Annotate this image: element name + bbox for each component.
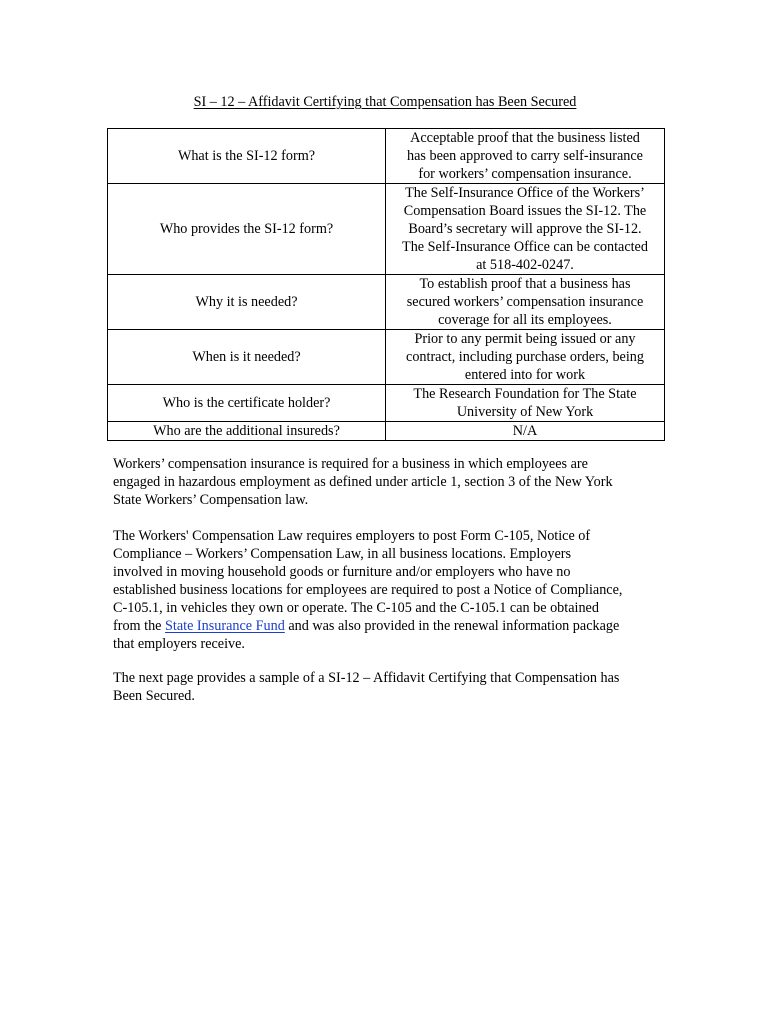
answer-line: The Self-Insurance Office of the Workers’ [405, 185, 645, 201]
state-insurance-fund-link[interactable]: State Insurance Fund [165, 618, 285, 634]
table-cell-question: Who is the certificate holder? [108, 385, 386, 422]
table-cell-answer [386, 129, 665, 184]
answer-line: The Self-Insurance Office can be contacted [402, 239, 648, 255]
table-row [108, 385, 665, 422]
paragraph-line: The Workers' Compensation Law requires employers to post Form C-105, Notice of [113, 528, 591, 544]
paragraph-next-page-note [113, 669, 665, 705]
table-cell-question: Who provides the SI-12 form? [108, 184, 386, 275]
paragraph-workers-comp-requirement [113, 455, 665, 509]
table-row [108, 129, 665, 184]
answer-line: for workers’ compensation insurance. [418, 166, 632, 182]
answer-line: coverage for all its employees. [438, 312, 612, 328]
table-cell-question: When is it needed? [108, 330, 386, 385]
table-cell-answer [386, 184, 665, 275]
answer-line: secured workers’ compensation insurance [406, 294, 644, 310]
table-row [108, 330, 665, 385]
answer-line: Board’s secretary will approve the SI-12. [408, 221, 642, 237]
table-row [108, 184, 665, 275]
paragraph-line: established business locations for employees are required to post a Notice of Compliance, [113, 582, 623, 598]
faq-table [107, 128, 665, 441]
paragraph-line: State Workers’ Compensation law. [113, 492, 309, 508]
paragraph-notice-of-compliance [113, 527, 665, 653]
answer-line: Acceptable proof that the business listed [410, 130, 640, 146]
paragraph-line: that employers receive. [113, 636, 245, 652]
answer-line: Prior to any permit being issued or any [414, 331, 636, 347]
answer-line: N/A [512, 423, 538, 439]
table-cell-question: What is the SI-12 form? [108, 129, 386, 184]
table-cell-answer [386, 385, 665, 422]
paragraph-line: engaged in hazardous employment as defined under article 1, section 3 of the New York [113, 474, 613, 490]
table-cell-question: Why it is needed? [108, 275, 386, 330]
paragraph-line-with-link [113, 617, 665, 635]
answer-line: University of New York [456, 404, 594, 420]
table-row [108, 422, 665, 441]
paragraph-line: C-105.1, in vehicles they own or operate. The C-105 and the C-105.1 can be obtained [113, 600, 599, 616]
paragraph-line: Compliance – Workers’ Compensation Law, in all business locations. Employers [113, 546, 572, 562]
answer-line: contract, including purchase orders, being [406, 349, 644, 365]
answer-line: To establish proof that a business has [419, 276, 631, 292]
paragraph-line: The next page provides a sample of a SI-12 – Affidavit Certifying that Compensation has [113, 670, 620, 686]
link-line-suffix: and was also provided in the renewal information package [284, 618, 620, 634]
link-line-prefix: from the [113, 618, 166, 634]
answer-line: at 518-402-0247. [476, 257, 574, 273]
paragraph-line: involved in moving household goods or furniture and/or employers who have no [113, 564, 571, 580]
document-title: SI – 12 – Affidavit Certifying that Compensation has Been Secured [193, 94, 577, 110]
table-cell-answer [386, 275, 665, 330]
table-row [108, 275, 665, 330]
table-cell-question: Who are the additional insureds? [108, 422, 386, 441]
paragraph-line: Workers’ compensation insurance is required for a business in which employees are [113, 456, 588, 472]
answer-line: has been approved to carry self-insurance [407, 148, 643, 164]
answer-line: entered into for work [464, 367, 586, 383]
table-cell-answer [386, 330, 665, 385]
answer-line: Compensation Board issues the SI-12. The [403, 203, 647, 219]
answer-line: The Research Foundation for The State [413, 386, 637, 402]
paragraph-line: Been Secured. [113, 688, 195, 704]
table-cell-answer [386, 422, 665, 441]
